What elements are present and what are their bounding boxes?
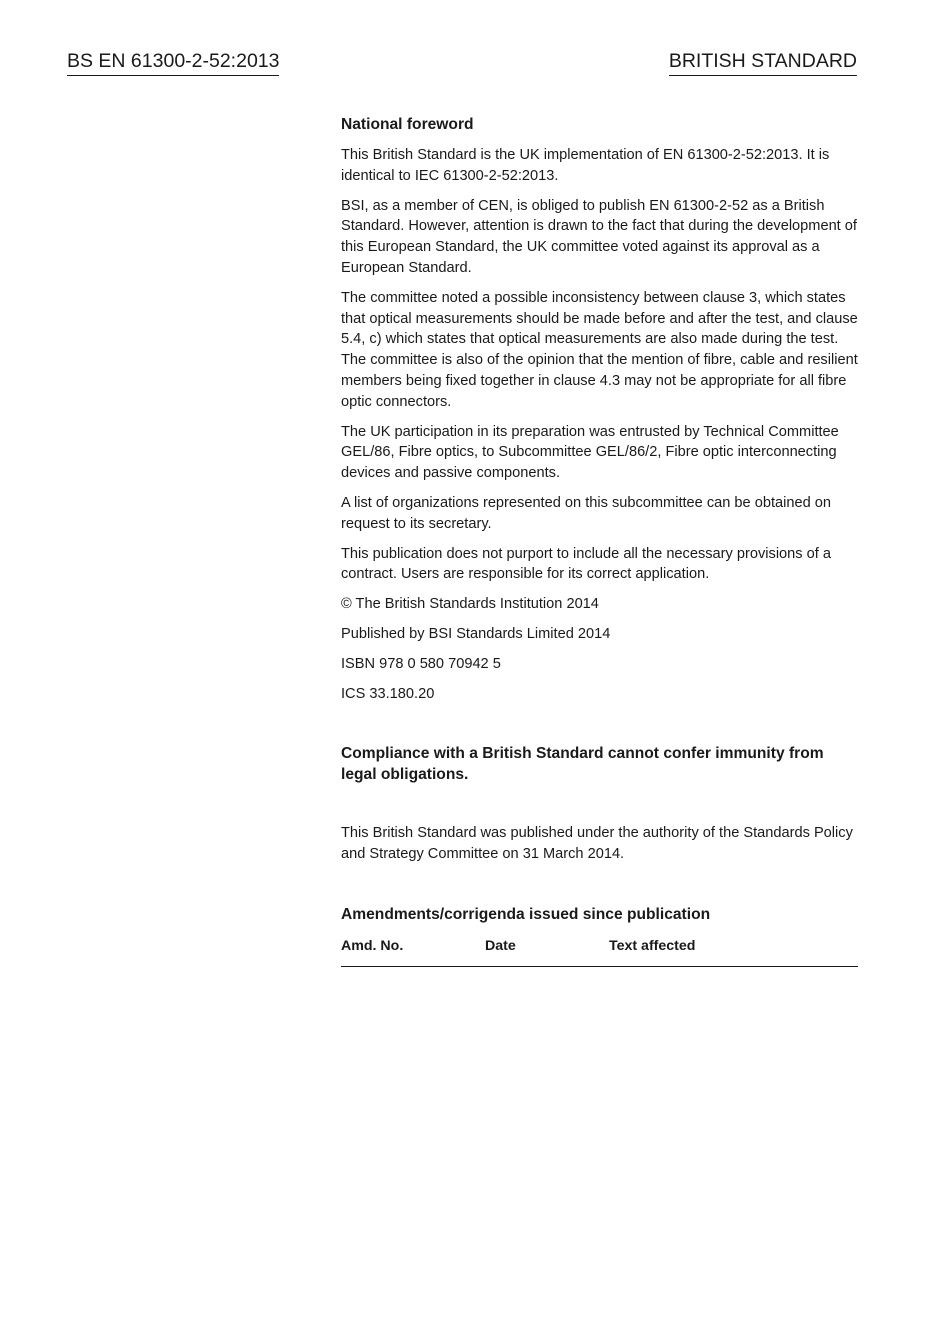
paragraph-committee-note: The committee noted a possible inconsistency between clause 3, which states that optical measurements should be made before and after the test, and clause 5.4, c) which states that optical measurements are also made during the test. The committee is also of the opinion that the mention of fibre, cable and resilient members being fixed together in clause 4.3 may not be appropriate for all fibre optic connectors. — [341, 289, 858, 410]
paragraph-cen-obligation: BSI, as a member of CEN, is obliged to publish EN 61300-2-52 as a British Standard. However, attention is drawn to the fact that during the development of this European Standard, the UK committee voted against its approval as a European Standard. — [341, 197, 857, 276]
foreword-title: National foreword — [341, 116, 474, 133]
foreword-section — [341, 114, 858, 967]
column-amd-no: Amd. No. — [341, 938, 404, 955]
paragraph-uk-participation: The UK participation in its preparation was entrusted by Technical Committee GEL/86, Fibre optics, to Subcommittee GEL/86/2, Fibre optic interconnecting devices and passive components. — [341, 423, 839, 482]
column-date: Date — [485, 938, 516, 955]
column-text-affected: Text affected — [609, 938, 696, 955]
ics-line: ICS 33.180.20 — [341, 686, 435, 703]
standard-type: BRITISH STANDARD — [669, 49, 857, 76]
copyright-line: © The British Standards Institution 2014 — [341, 596, 599, 613]
authority-statement: This British Standard was published under the authority of the Standards Policy and Strategy Committee on 31 March 2014. — [341, 824, 853, 862]
compliance-notice: Compliance with a British Standard cannot confer immunity from legal obligations. — [341, 744, 824, 783]
amendments-table-header — [341, 937, 858, 967]
isbn-line: ISBN 978 0 580 70942 5 — [341, 656, 501, 673]
amendments-title: Amendments/corrigenda issued since publication — [341, 906, 711, 924]
publisher-line: Published by BSI Standards Limited 2014 — [341, 626, 611, 643]
paragraph-implementation: This British Standard is the UK implementation of EN 61300-2-52:2013. It is identical to IEC 61300-2-52:2013. — [341, 147, 830, 184]
paragraph-provisions: This publication does not purport to include all the necessary provisions of a contract. Users are responsible for its correct application. — [341, 545, 831, 583]
document-code: BS EN 61300-2-52:2013 — [67, 49, 279, 76]
paragraph-organizations: A list of organizations represented on this subcommittee can be obtained on request to its secretary. — [341, 494, 832, 532]
